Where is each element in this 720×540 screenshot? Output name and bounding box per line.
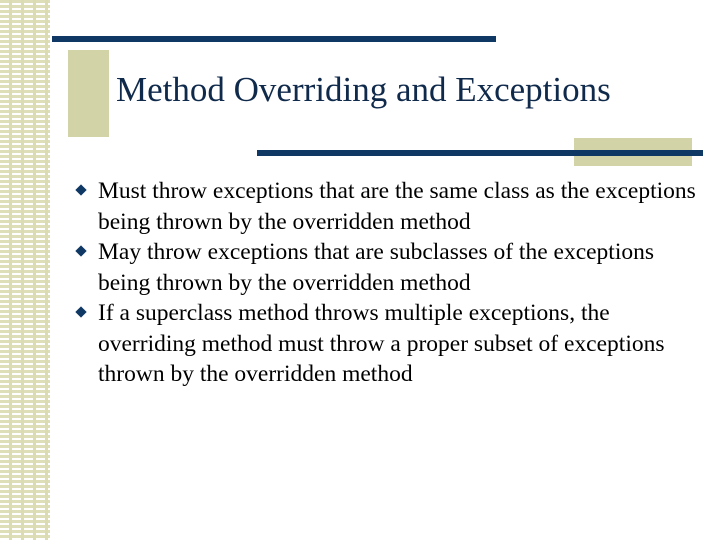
- bullet-item: [76, 237, 701, 298]
- bullet-text: Must throw exceptions that are the same class as the exceptions being thrown by the overridden method: [98, 178, 696, 235]
- diamond-bullet-icon: [75, 306, 86, 317]
- bullet-item: [76, 298, 701, 390]
- decorative-grid-strip: [0, 0, 50, 540]
- bullet-item: [76, 176, 701, 237]
- diamond-bullet-icon: [75, 184, 86, 195]
- bullet-text: May throw exceptions that are subclasses of the exceptions being thrown by the overridden method: [98, 239, 655, 296]
- title-accent-block: [68, 50, 109, 137]
- bottom-rule: [257, 150, 703, 156]
- slide-title: Method Overriding and Exceptions: [116, 70, 611, 109]
- bullet-list: [76, 176, 701, 390]
- bullet-text: If a superclass method throws multiple exceptions, the overriding method must throw a proper subset of exceptions thrown by the overridden method: [98, 300, 665, 387]
- top-rule: [52, 36, 496, 42]
- diamond-bullet-icon: [75, 245, 86, 256]
